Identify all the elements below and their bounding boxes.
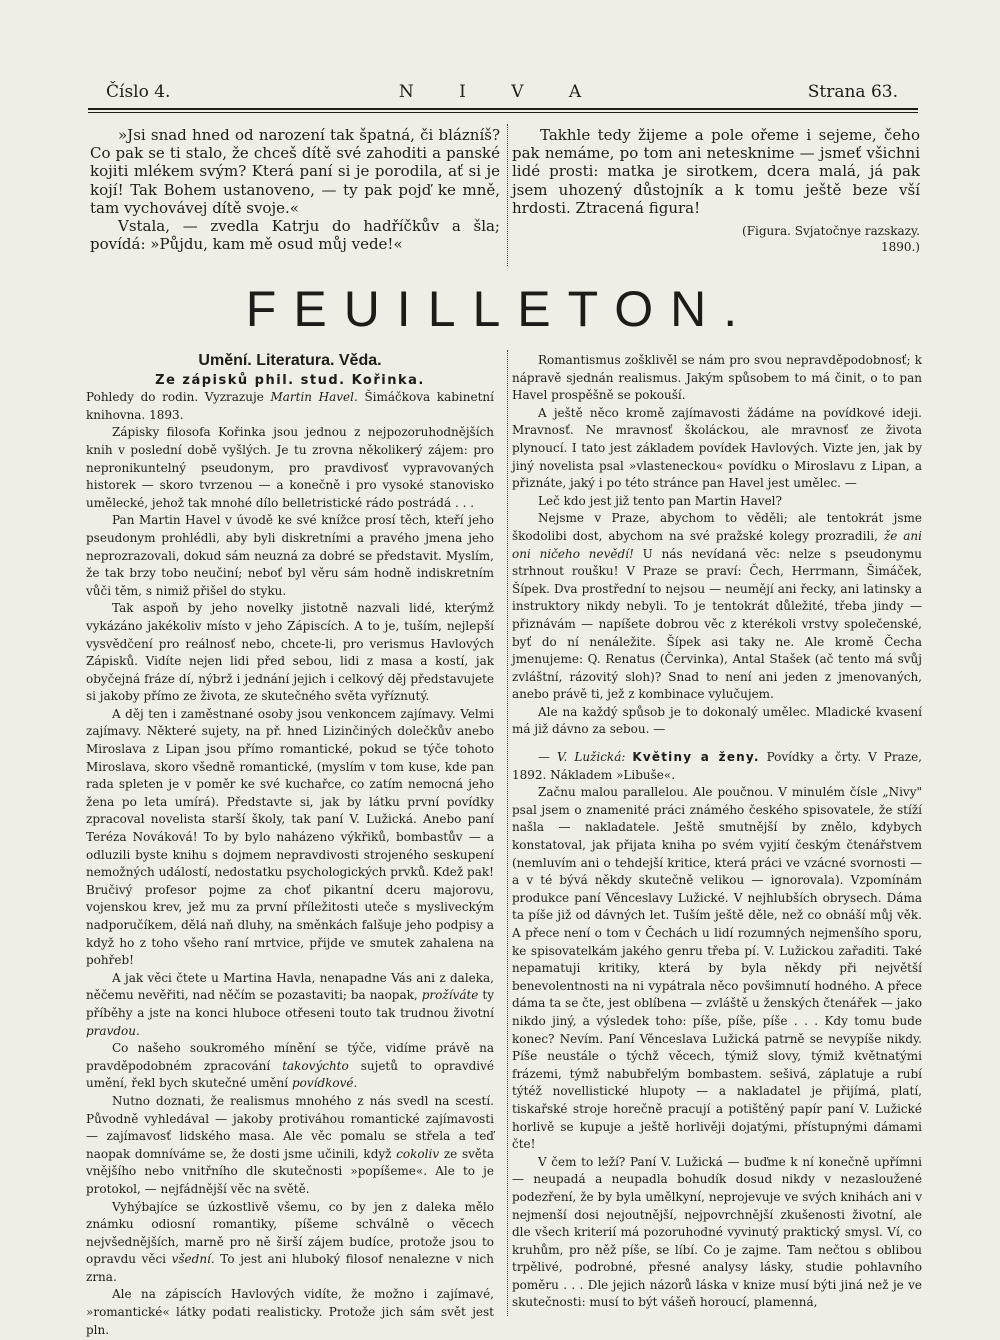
imprint-text: Šimáčkova kabinetní knihovna. 1893. bbox=[86, 390, 494, 422]
text: U nás nevídaná věc: nelze s pseudonymu strhnout roušku! V Praze se praví: Čech, Herrmann, Šimáček, Šípek. Dva prostřední to nejsou — neumějí ani řecky, ani latinsky a instruktory nikdy nebyli. To je tentokrát důležité, třeba jindy — přiznávám — napíšete dobrou věc z kterékoli vrstvy společenské, byť do ní nenáležite. Šípek asi taky ne. Ale kromě Čecha jmenujeme: Q. Renatus (Červinka), Antal Stašek (ač tento má svůj zvláštní, rázovitý sloh)? Snad to není ani jeden z jmenovaných, anebo právě ti, jež z kombinace vylučujem. bbox=[512, 546, 922, 702]
page-number: Strana 63. bbox=[807, 82, 898, 102]
text: To jest ani hluboký filosof nenalezne v nich zrna. bbox=[86, 1252, 494, 1284]
text: sujetů to opravdivé umění, řekl bych skutečné umění bbox=[86, 1058, 494, 1091]
paragraph: Tak aspoň by jeho novelky jistotně nazvali lidé, kterýmž vykázáno jakékoliv místo v jeho Zápiscích. A to je, tuším, nejlepší vysvědčení pro reálnosť nebo, chcete-li, pro verismus Havlových Zápisků. Vidíte nejen lidi před sebou, lidi z masa a kostí, jak obyčejná fráze dí, nýbrž i jednání jejich i celkový děj představujete si jakoby přímo ze života, ze skutečného světa vyříznutý. bbox=[86, 601, 494, 704]
emphasis: prožíváte bbox=[421, 988, 479, 1003]
text: Nutno doznati, že realismus mnohého z nás svedl na scestí. Původně vyhledával — jakoby protiváhou romantické zajímavosti — zajímavosť lidského masa. Ale věc pomalu se střela a teď naopak domníváme se, že dosti jsme učinili, když bbox=[86, 1093, 494, 1161]
paragraph bbox=[512, 510, 922, 704]
review-heading bbox=[512, 749, 922, 784]
review-book-title: Květiny a ženy. bbox=[632, 750, 760, 765]
text: ze světa vnějšího nebo vnitřního dle skutečnosti »popíšeme«. Ale to je protokol, — nejfádnější věc na světě. bbox=[86, 1146, 494, 1196]
article-title: Ze zápisků phil. stud. Kořinka. bbox=[155, 372, 425, 388]
top-right-column bbox=[512, 126, 920, 255]
source-line: (Figura. Svjatočnye razskazy. bbox=[742, 224, 920, 239]
column-divider bbox=[507, 350, 508, 1316]
paragraph: A děj ten i zaměstnané osoby jsou venkoncem zajímavy. Velmi zajímavy. Některé sujety, na př. hned Lizinčiných dolečkův anebo Miroslava z Lipan jsou přímo romantické, pokud se týče tohoto Miroslava, skoro všedně romantické, (myslím v tom kuse, kde pan rada spleten je v poměr ke své kuchařce, co zatím nemocná jeho žena po leta umírá). Představte si, jak by látku první povídky zpracoval novelista starší školy, tak paní V. Lužická. Anebo paní Teréza Nováková! To by bylo naházeno výkřiků, bombastův — a odluzili byste knihu s dojmem nepravdivosti strojeného seskupení nemožných událostí, nedostatku psychologických prvků. Kdež pak! Bručivý profesor pojme za choť pikantní dceru majorovu, vojenskou krev, jež mu za první příležitosti uteče s mysliveckým nadporučíkem, dělá naň dluhy, na směnkách falšuje jeho podpisy a když ho z toho všeho raní mrtvice, přijde ve smutek zahalena na pohřeb! bbox=[86, 706, 494, 968]
source-line: 1890.) bbox=[880, 240, 920, 255]
right-column bbox=[512, 352, 922, 1312]
text: Nejsme v Praze, abychom to věděli; ale tentokrát jsme škodolibi dost, abychom na své pražské kolegy prozradili, bbox=[512, 511, 922, 543]
text: Co našeho soukromého mínění se týče, vidíme právě na pravděpodobném zpracování bbox=[86, 1041, 494, 1073]
review-author: — V. Lužická: bbox=[538, 750, 626, 765]
emphasis: pravdou. bbox=[86, 1023, 140, 1038]
paragraph: »Jsi snad hned od narození tak špatná, či blázníš? Co pak se ti stalo, že chceš dítě své zahoditi a panské kojiti mlékem svým? Která paní si je porodila, ať si je kojí! Tak Bohem ustanoveno, — ty pak pojď ke mně, tam vychovávej dítě svoje.« bbox=[90, 126, 500, 217]
emphasis: cokoliv bbox=[396, 1146, 440, 1161]
emphasis: že ani oni ničeho nevědí! bbox=[512, 528, 922, 561]
header-rule bbox=[88, 108, 918, 110]
paragraph: Leč kdo jest již tento pan Martin Havel? bbox=[538, 493, 782, 508]
feuilleton-heading: FEUILLETON. bbox=[245, 281, 755, 337]
paragraph bbox=[86, 1093, 494, 1199]
paragraph: A ještě něco kromě zajímavosti žádáme na povídkové ideji. Mravnosť. Ne mravnosť školáckou, ale mravnosť ze života plynoucí. I tato jest základem povídek Havlových. Vizte jen, jak by jiný novelista psal »vlasteneckou« povídku o Miroslavu z Lipan, a přiznáte, jaký i po této stránce pan Havel jest umělec. — bbox=[512, 405, 922, 491]
issue-number: Číslo 4. bbox=[106, 82, 171, 102]
paragraph: Ale na každý spůsob je to dokonalý umělec. Mladické kvasení má již dávno za sebou. — bbox=[512, 704, 922, 737]
paragraph: Romantismus zošklivěl se nám pro svou nepravděpodobnosť; k nápravě sjednán realismus. Jakým spůsobem to má činit, o to pan Havel prospěšně se pokouší. bbox=[512, 353, 922, 403]
header-rule-thin bbox=[88, 112, 918, 113]
emphasis: povídkové. bbox=[291, 1076, 358, 1091]
column-divider bbox=[507, 124, 508, 266]
paragraph: Vstala, — zvedla Katrju do hadříčkův a šla; povídá: »Půjdu, kam mě osud můj vede!« bbox=[90, 217, 500, 254]
spacer bbox=[512, 739, 922, 749]
source-citation bbox=[512, 223, 920, 255]
left-column bbox=[86, 352, 494, 1339]
paragraph: Ale na zápiscích Havlových vidíte, že možno i zajímavé, »romantické« látky podati realisticky. Protože jich sám svět jest pln. bbox=[86, 1287, 494, 1337]
paragraph: Zápisky filosofa Kořinka jsou jednou z nejpozoruhodnějších knih v poslední době vyšlých. Je tu zrovna několikerý zájem: pro nepronikuntelný pseudonym, pro pravdivosť vypravovaných historek — skoro tvrzenou — a konečně i pro vysoké stanovisko umělecké, jehož tak mnohé dílo belletristické rádo postrádá . . . bbox=[86, 425, 494, 510]
text: Vyhýbajíce se úzkostlivě všemu, co by jen z daleka mělo známku odiosní romantiky, píšeme schválně o věcech nejvšednějších, marně pro ně širší zájem budíce, protože jsou to opravdu věci bbox=[86, 1199, 494, 1267]
paragraph bbox=[86, 1040, 494, 1093]
review-imprint: Povídky a črty. V Praze, 1892. Nákladem »Libuše«. bbox=[512, 750, 922, 782]
paragraph: Začnu malou parallelou. Ale poučnou. V minulém čísle „Nivy" psal jsem o znamenité práci známého českého spisovatele, že stíží našla — nakladatele. Ještě smutnější by znělo, kdybych konstatoval, jak přijata kniha po svém vyjití českým čtenářstvem (nemluvím ani o tehdejší kritice, která práci ve vzácné svornosti — a v té bývá někdy skutečně velikou — ignorovala). Vzpomínám produkce paní Věnceslavy Lužické. V nejhlubších obrysech. Dáma ta píše již od dávných let. Tuším ještě děle, než co obnáší můj věk. A přece není o tom v Čechách u lidí rozumných nejmenšího sporu, ke spisovatelkám jakého genru třeba pí. V. Lužickou zařaditi. Také nepamatuji kritiky, která by byla někdy při největší benevolentnosti na ni vypátrala něco povšimnutí hodného. A přece dáma ta se čte, jest oblíbena — zvláště u ženských čtenářek — jako nikdo jiný, a výsledek toho: píše, píše, píše . . . Kdy tomu bude konec? Nevím. Paní Věnceslava Lužická patrně se nevypíše nikdy. Píše neustále o týchž věcech, týmiž slovy, týmiž květnatými frázemi, týmž nabubřelým bombastem. sešivá, záplatuje a rubí týtéž novellistické hlupoty — a nakladatel je přijímá, platí, tiskařské stroje horečně pracují a potištěný papír paní V. Lužické horlivě se kupuje a ještě horlivěji dojatými, přístupnými dámami čte! bbox=[512, 785, 922, 1152]
imprint bbox=[86, 389, 494, 424]
top-left-column bbox=[90, 126, 500, 253]
imprint-text: Pohledy do rodin. Vyzrazuje bbox=[86, 390, 271, 405]
text: ty příběhy a jste na konci hluboce otřeseni touto tak trudnou životní bbox=[86, 988, 494, 1020]
paragraph: Takhle tedy žijeme a pole ořeme i sejeme, čeho pak nemáme, po tom ani netesknime — jsmeť všichni lidé prosti: matka je sirotkem, dcera malá, já pak jsem uhozený důstojník a k tomu ještě beze vší hrdosti. Ztracená figura! bbox=[512, 126, 920, 217]
emphasis: všední. bbox=[171, 1252, 215, 1267]
paragraph: V čem to leží? Paní V. Lužická — buďme k ní konečně upřímni — neupadá a neupadla bohudík dosud nikdy v nezasloužené podezření, že by byla umělkyní, neprojevuje ve svých knihách ani v nejmenší dosi nejoutnější, nejpovrchnější zkušenosti životní, ale dle všech kriterií má pozoruhodné vyvinutý praktický smysl. Ví, co kruhům, pro něž píše, se líbí. Co je zajme. Tam nečtou s oblibou trpělivé, podrobné, přesné analysy lásky, studie pohlavního poměru . . . Dle jejich názorů láska v knize musí býti jiná než je ve skutečnosti: musí to být vášeň horoucí, plamenná, bbox=[512, 1154, 922, 1310]
paragraph bbox=[86, 970, 494, 1040]
paragraph bbox=[86, 1199, 494, 1287]
text: A jak věci čtete u Martina Havla, nenapadne Vás ani z daleka, něčemu nevěřiti, nad něčím se pozastaviti; ba naopak, bbox=[86, 970, 494, 1003]
paragraph: Pan Martin Havel v úvodě ke své knížce prosí těch, kteří jeho pseudonym prohlédli, aby byli diskretními a pravého jmena jeho neprozrazovali, dokud sám neuzná za dobré se představit. Myslím, že tak brzy tobo neučiní; neboť byl věru sám hodně indiskretním vůči těm, s nimiž přišel do styku. bbox=[86, 513, 494, 598]
author-name: Martin Havel. bbox=[270, 390, 358, 405]
section-heading: Umění. Literatura. Věda. bbox=[198, 352, 382, 369]
masthead-title: N I V A bbox=[398, 82, 602, 102]
emphasis: takovýchto bbox=[282, 1058, 349, 1073]
